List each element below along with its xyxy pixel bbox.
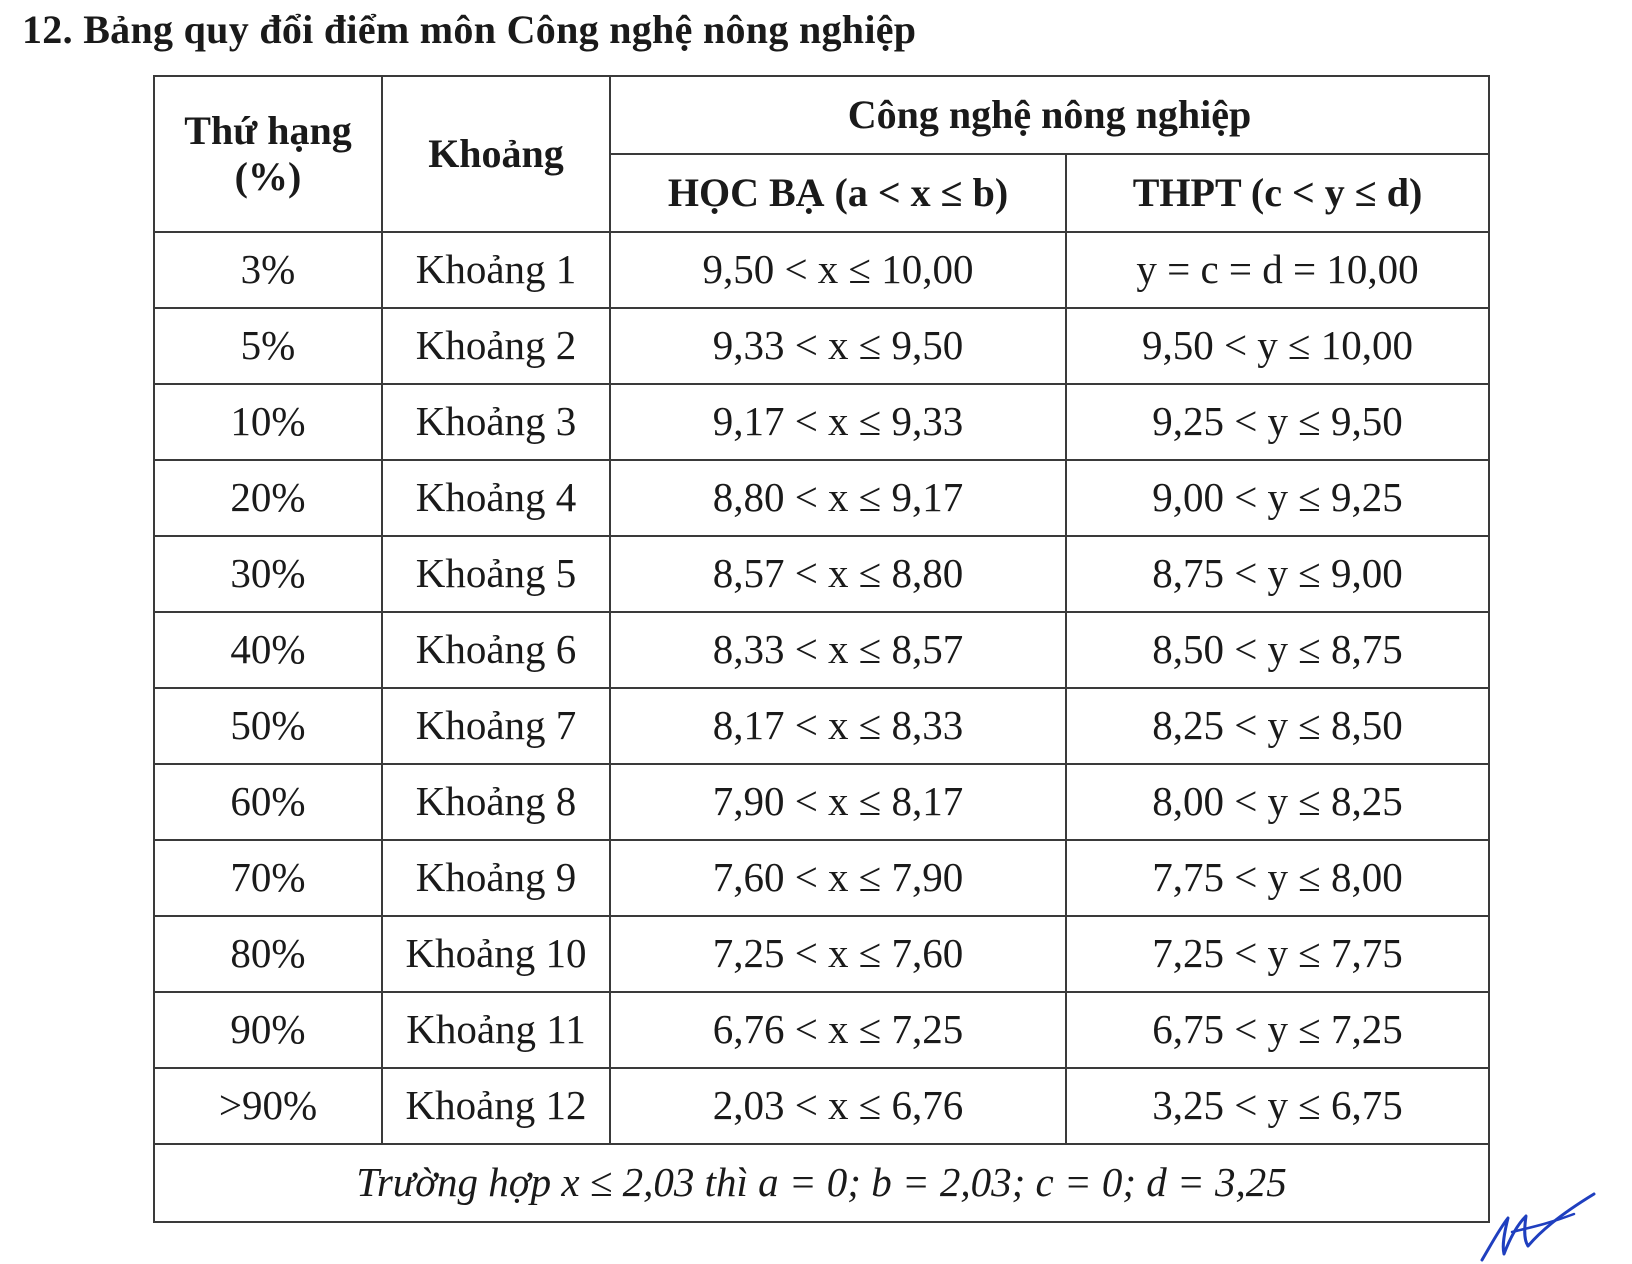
cell-range: Khoảng 12 bbox=[382, 1068, 610, 1144]
table-row bbox=[154, 688, 1489, 764]
cell-range: Khoảng 7 bbox=[382, 688, 610, 764]
cell-thpt: 8,50 < y ≤ 8,75 bbox=[1066, 612, 1489, 688]
header-rank-line2: (%) bbox=[234, 154, 302, 199]
cell-hocba: 8,57 < x ≤ 8,80 bbox=[610, 536, 1066, 612]
table-header-row bbox=[154, 76, 1489, 154]
cell-range: Khoảng 10 bbox=[382, 916, 610, 992]
header-hocba: HỌC BẠ (a < x ≤ b) bbox=[610, 154, 1066, 232]
table-row bbox=[154, 536, 1489, 612]
header-rank-line1: Thứ hạng bbox=[184, 108, 352, 153]
header-thpt: THPT (c < y ≤ d) bbox=[1066, 154, 1489, 232]
cell-range: Khoảng 6 bbox=[382, 612, 610, 688]
cell-hocba: 6,76 < x ≤ 7,25 bbox=[610, 992, 1066, 1068]
cell-rank: 50% bbox=[154, 688, 382, 764]
table-row bbox=[154, 992, 1489, 1068]
table-row bbox=[154, 308, 1489, 384]
cell-hocba: 7,25 < x ≤ 7,60 bbox=[610, 916, 1066, 992]
signature-mark bbox=[1478, 1188, 1598, 1264]
page-title: 12. Bảng quy đổi điểm môn Công nghệ nông nghiệp bbox=[22, 7, 917, 52]
cell-thpt: 9,00 < y ≤ 9,25 bbox=[1066, 460, 1489, 536]
cell-range: Khoảng 4 bbox=[382, 460, 610, 536]
cell-thpt: 7,25 < y ≤ 7,75 bbox=[1066, 916, 1489, 992]
cell-rank: 10% bbox=[154, 384, 382, 460]
cell-range: Khoảng 5 bbox=[382, 536, 610, 612]
table-row bbox=[154, 612, 1489, 688]
cell-thpt: 8,25 < y ≤ 8,50 bbox=[1066, 688, 1489, 764]
cell-thpt: 7,75 < y ≤ 8,00 bbox=[1066, 840, 1489, 916]
cell-rank: 80% bbox=[154, 916, 382, 992]
table-row bbox=[154, 460, 1489, 536]
header-range: Khoảng bbox=[382, 76, 610, 232]
cell-rank: 5% bbox=[154, 308, 382, 384]
cell-thpt: y = c = d = 10,00 bbox=[1066, 232, 1489, 308]
cell-range: Khoảng 3 bbox=[382, 384, 610, 460]
header-subject: Công nghệ nông nghiệp bbox=[610, 76, 1489, 154]
table-body bbox=[154, 232, 1489, 1222]
cell-range: Khoảng 1 bbox=[382, 232, 610, 308]
table-row bbox=[154, 840, 1489, 916]
cell-thpt: 6,75 < y ≤ 7,25 bbox=[1066, 992, 1489, 1068]
cell-hocba: 9,50 < x ≤ 10,00 bbox=[610, 232, 1066, 308]
cell-hocba: 8,17 < x ≤ 8,33 bbox=[610, 688, 1066, 764]
cell-rank: 70% bbox=[154, 840, 382, 916]
table-row bbox=[154, 1068, 1489, 1144]
score-conversion-table bbox=[153, 75, 1490, 1223]
cell-rank: 3% bbox=[154, 232, 382, 308]
cell-hocba: 7,60 < x ≤ 7,90 bbox=[610, 840, 1066, 916]
table-note: Trường hợp x ≤ 2,03 thì a = 0; b = 2,03; c = 0; d = 3,25 bbox=[154, 1144, 1489, 1222]
cell-range: Khoảng 8 bbox=[382, 764, 610, 840]
cell-rank: 40% bbox=[154, 612, 382, 688]
cell-rank: 90% bbox=[154, 992, 382, 1068]
cell-hocba: 8,80 < x ≤ 9,17 bbox=[610, 460, 1066, 536]
cell-thpt: 8,00 < y ≤ 8,25 bbox=[1066, 764, 1489, 840]
cell-range: Khoảng 9 bbox=[382, 840, 610, 916]
cell-hocba: 9,17 < x ≤ 9,33 bbox=[610, 384, 1066, 460]
cell-thpt: 9,25 < y ≤ 9,50 bbox=[1066, 384, 1489, 460]
cell-rank: >90% bbox=[154, 1068, 382, 1144]
header-rank bbox=[154, 76, 382, 232]
table-row bbox=[154, 916, 1489, 992]
cell-rank: 30% bbox=[154, 536, 382, 612]
cell-hocba: 8,33 < x ≤ 8,57 bbox=[610, 612, 1066, 688]
table-row bbox=[154, 764, 1489, 840]
cell-hocba: 7,90 < x ≤ 8,17 bbox=[610, 764, 1066, 840]
cell-range: Khoảng 11 bbox=[382, 992, 610, 1068]
table-note-row bbox=[154, 1144, 1489, 1222]
cell-thpt: 3,25 < y ≤ 6,75 bbox=[1066, 1068, 1489, 1144]
table-row bbox=[154, 232, 1489, 308]
table-row bbox=[154, 384, 1489, 460]
cell-rank: 20% bbox=[154, 460, 382, 536]
cell-hocba: 2,03 < x ≤ 6,76 bbox=[610, 1068, 1066, 1144]
cell-hocba: 9,33 < x ≤ 9,50 bbox=[610, 308, 1066, 384]
cell-thpt: 9,50 < y ≤ 10,00 bbox=[1066, 308, 1489, 384]
cell-thpt: 8,75 < y ≤ 9,00 bbox=[1066, 536, 1489, 612]
cell-rank: 60% bbox=[154, 764, 382, 840]
cell-range: Khoảng 2 bbox=[382, 308, 610, 384]
